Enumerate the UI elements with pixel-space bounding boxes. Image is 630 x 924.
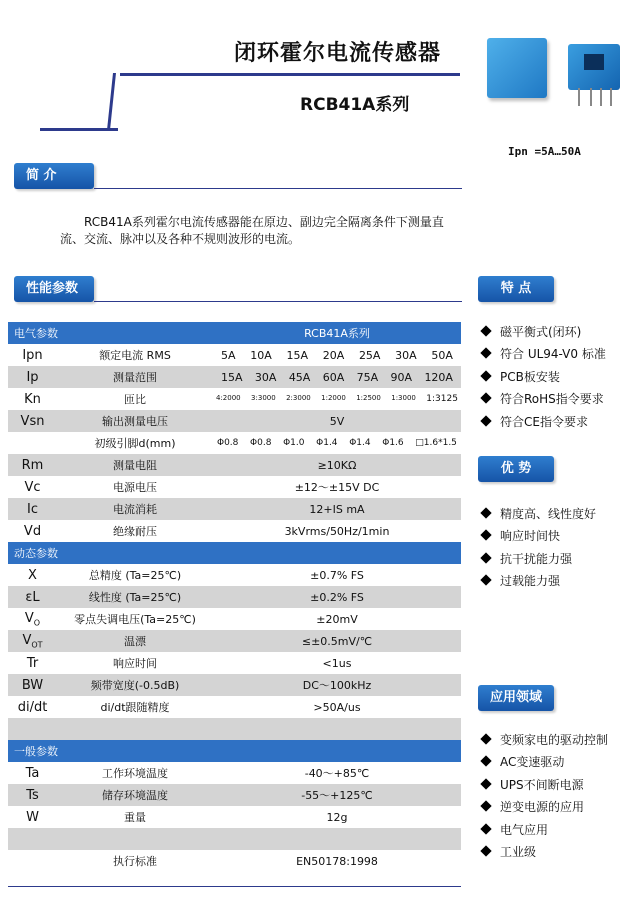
table-row	[8, 652, 461, 674]
diamond-bullet-icon	[480, 507, 491, 518]
features-list	[478, 321, 606, 433]
symbol	[8, 850, 57, 872]
symbol: Ipn	[8, 344, 57, 366]
param-name: 总精度 (Ta=25℃)	[57, 564, 213, 586]
intro-divider	[94, 188, 462, 189]
param-values: 4:2000 3:3000 2:3000 1:2000 1:2500 1:3000 1:3125	[213, 388, 461, 410]
product-image-front	[487, 38, 547, 98]
param-value: ±20mV	[213, 608, 461, 630]
electrical-label: 电气参数	[8, 322, 213, 344]
param-value: EN50178:1998	[213, 850, 461, 872]
general-label: 一般参数	[8, 740, 461, 762]
list-item: 响应时间快	[478, 525, 596, 547]
list-item: PCB板安装	[478, 366, 606, 388]
param-value: <1us	[213, 652, 461, 674]
table-row	[8, 542, 461, 564]
diamond-bullet-icon	[480, 530, 491, 541]
param-value: ≤±0.5mV/℃	[213, 630, 461, 652]
table-row	[8, 520, 461, 542]
title-divider	[120, 73, 460, 76]
table-row	[8, 498, 461, 520]
list-item: 变频家电的驱动控制	[478, 729, 608, 751]
table-row	[8, 432, 461, 454]
symbol: Ta	[8, 762, 57, 784]
model-label: RCB41A系列	[213, 322, 461, 344]
param-value: -55～+125℃	[213, 784, 461, 806]
param-value: ±0.7% FS	[213, 564, 461, 586]
param-value: 5V	[213, 410, 461, 432]
spec-table	[8, 322, 461, 872]
param-name: 输出测量电压	[57, 410, 213, 432]
table-row	[8, 608, 461, 630]
symbol: di/dt	[8, 696, 57, 718]
table-row	[8, 388, 461, 410]
list-item: 逆变电源的应用	[478, 796, 608, 818]
diamond-bullet-icon	[480, 370, 491, 381]
diamond-bullet-icon	[480, 325, 491, 336]
specs-heading: 性能参数	[14, 276, 94, 302]
param-name: 初级引脚d(mm)	[57, 432, 213, 454]
table-row	[8, 762, 461, 784]
advantages-heading: 优 势	[478, 456, 554, 482]
diamond-bullet-icon	[480, 575, 491, 586]
param-name: 温漂	[57, 630, 213, 652]
symbol	[8, 432, 57, 454]
list-item: 电气应用	[478, 819, 608, 841]
table-row	[8, 322, 461, 344]
table-row	[8, 850, 461, 872]
param-name: 工作环境温度	[57, 762, 213, 784]
table-row	[8, 366, 461, 388]
applications-list	[478, 729, 608, 863]
table-row-blank	[8, 828, 461, 850]
diamond-bullet-icon	[480, 733, 491, 744]
table-row	[8, 630, 461, 652]
ipn-range: Ipn =5A…50A	[508, 145, 581, 158]
dynamic-label: 动态参数	[8, 542, 461, 564]
param-value: -40～+85℃	[213, 762, 461, 784]
param-name: di/dt跟随精度	[57, 696, 213, 718]
param-name: 匝比	[57, 388, 213, 410]
list-item: 过载能力强	[478, 570, 596, 592]
list-item: 精度高、线性度好	[478, 503, 596, 525]
table-row	[8, 806, 461, 828]
features-heading: 特 点	[478, 276, 554, 302]
symbol: $V_{OT}$	[8, 630, 57, 652]
symbol: Ts	[8, 784, 57, 806]
param-value: 12g	[213, 806, 461, 828]
param-name: 测量电阻	[57, 454, 213, 476]
series-subtitle: RCB41A系列	[300, 95, 410, 115]
product-pins-image	[574, 88, 616, 106]
diamond-bullet-icon	[480, 778, 491, 789]
param-value: >50A/us	[213, 696, 461, 718]
symbol: Ip	[8, 366, 57, 388]
list-item: UPS不间断电源	[478, 774, 608, 796]
diamond-bullet-icon	[480, 845, 491, 856]
param-value: 3kVrms/50Hz/1min	[213, 520, 461, 542]
symbol: W	[8, 806, 57, 828]
table-row	[8, 454, 461, 476]
param-value: 12+IS mA	[213, 498, 461, 520]
table-row	[8, 586, 461, 608]
symbol: Vsn	[8, 410, 57, 432]
param-name: 电流消耗	[57, 498, 213, 520]
table-row	[8, 410, 461, 432]
advantages-list	[478, 503, 596, 593]
param-name: 响应时间	[57, 652, 213, 674]
product-image-back	[568, 44, 620, 90]
diamond-bullet-icon	[480, 756, 491, 767]
list-item: 磁平衡式(闭环)	[478, 321, 606, 343]
list-item: 工业级	[478, 841, 608, 863]
symbol: X	[8, 564, 57, 586]
diamond-bullet-icon	[480, 823, 491, 834]
param-name: 零点失调电压(Ta=25℃)	[57, 608, 213, 630]
table-row	[8, 740, 461, 762]
table-row	[8, 564, 461, 586]
param-name: 储存环境温度	[57, 784, 213, 806]
list-item: 符合RoHS指令要求	[478, 388, 606, 410]
param-values: 15A 30A 45A 60A 75A 90A 120A	[213, 366, 461, 388]
table-row	[8, 696, 461, 718]
param-value: ±0.2% FS	[213, 586, 461, 608]
intro-text: RCB41A系列霍尔电流传感器能在原边、副边完全隔离条件下测量直流、交流、脉冲以及各种不规则波形的电流。	[60, 215, 444, 246]
table-row	[8, 674, 461, 696]
symbol: Rm	[8, 454, 57, 476]
diamond-bullet-icon	[480, 348, 491, 359]
diamond-bullet-icon	[480, 415, 491, 426]
param-name: 绝缘耐压	[57, 520, 213, 542]
param-name: 执行标准	[57, 850, 213, 872]
title-divider-slant	[107, 73, 123, 131]
diamond-bullet-icon	[480, 801, 491, 812]
table-row	[8, 784, 461, 806]
param-name: 测量范围	[57, 366, 213, 388]
param-values: 5A 10A 15A 20A 25A 30A 50A	[213, 344, 461, 366]
param-value: DC～100kHz	[213, 674, 461, 696]
intro-heading: 简 介	[14, 163, 94, 189]
symbol: Ic	[8, 498, 57, 520]
param-values: Φ0.8 Φ0.8 Φ1.0 Φ1.4 Φ1.4 Φ1.6 □1.6*1.5	[213, 432, 461, 454]
param-name: 频带宽度(-0.5dB)	[57, 674, 213, 696]
title-divider-left	[40, 128, 118, 131]
list-item: 符合CE指令要求	[478, 411, 606, 433]
param-value: ≥10KΩ	[213, 454, 461, 476]
page-title: 闭环霍尔电流传感器	[234, 41, 442, 66]
symbol: $V_O$	[8, 608, 57, 630]
param-name: 重量	[57, 806, 213, 828]
table-bottom-border	[8, 886, 461, 887]
param-value: ±12～±15V DC	[213, 476, 461, 498]
table-row-blank	[8, 718, 461, 740]
list-item: AC变速驱动	[478, 751, 608, 773]
applications-heading: 应用领域	[478, 685, 554, 711]
symbol: BW	[8, 674, 57, 696]
symbol: Tr	[8, 652, 57, 674]
param-name: 线性度 (Ta=25℃)	[57, 586, 213, 608]
specs-divider	[94, 301, 462, 302]
symbol: εL	[8, 586, 57, 608]
param-name: 电源电压	[57, 476, 213, 498]
symbol: Vc	[8, 476, 57, 498]
diamond-bullet-icon	[480, 552, 491, 563]
symbol: Kn	[8, 388, 57, 410]
diamond-bullet-icon	[480, 393, 491, 404]
table-row	[8, 476, 461, 498]
table-row	[8, 344, 461, 366]
list-item: 抗干扰能力强	[478, 548, 596, 570]
param-name: 额定电流 RMS	[57, 344, 213, 366]
list-item: 符合 UL94-V0 标准	[478, 343, 606, 365]
symbol: Vd	[8, 520, 57, 542]
